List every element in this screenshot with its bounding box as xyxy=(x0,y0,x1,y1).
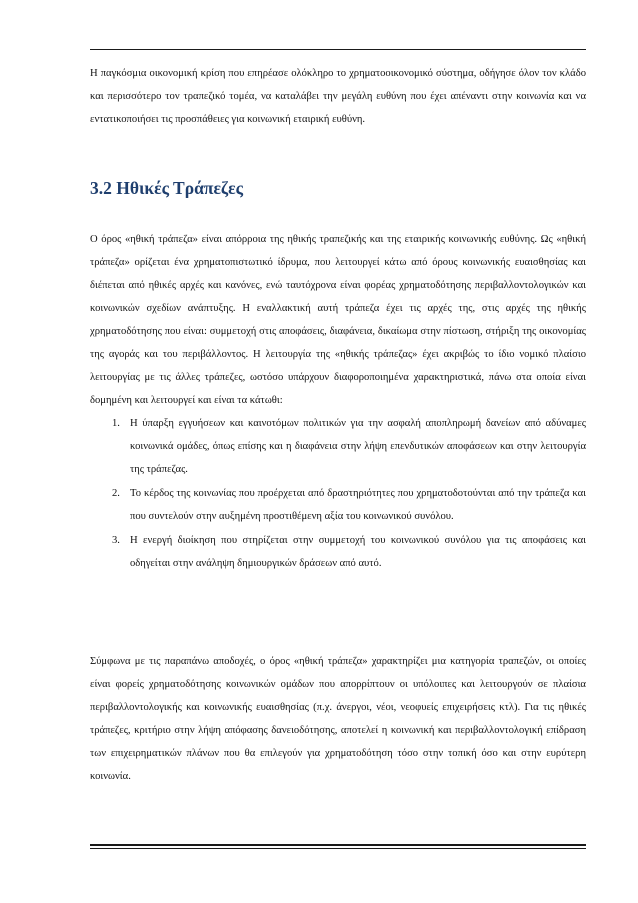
list-item xyxy=(90,412,586,481)
list-item-number: 1. xyxy=(112,418,120,429)
numbered-list xyxy=(90,412,586,575)
closing-section xyxy=(90,650,586,788)
section-heading: 3.2 Ηθικές Τράπεζες xyxy=(90,178,244,198)
list-item xyxy=(90,482,586,528)
footer-rule-thin xyxy=(90,848,586,849)
intro-paragraph: Η παγκόσμια οικονομική κρίση που επηρέασε ολόκληρο το χρηματοοικονομικό σύστημα, οδήγησε όλον τον κλάδο και περισσότερο τον τραπεζικό τομέα, να καταλάβει την μεγάλη ευθύνη που έχει απέναντι στην κοινωνία και να εντατικοποιήσει τις προσπάθειες για κοινωνική εταιρική ευθύνη. xyxy=(90,68,586,125)
list-item-text: Το κέρδος της κοινωνίας που προέρχεται από δραστηριότητες που χρηματοδοτούνται από την τράπεζα και που συντελούν στην αυξημένη προστιθέμενη αξία του κοινωνικού συνόλου. xyxy=(130,488,586,522)
closing-paragraph: Σύμφωνα με τις παραπάνω αποδοχές, ο όρος «ηθική τράπεζα» χαρακτηρίζει μια κατηγορία τραπεζών, οι οποίες είναι φορείς χρηματοδότησης κοινωνικών ομάδων που απορρίπτουν οι υπόλοιπες και λειτουργούν σε πλαίσια περιβαλλοντολογικής και κοινωνικής ευαισθησίας (π.χ. άνεργοι, νέοι, νεοφυείς επιχειρήσεις κτλ). Για τις ηθικές τράπεζες, κριτήριο στην λήψη απόφασης δανειοδότησης, αποτελεί η κοινωνική και περιβαλλοντολογική επίδραση των επιχειρηματικών πλάνων που θα επιλεγούν για χρηματοδότηση τόσο στην τοπική όσο και στην ευρύτερη κοινωνία. xyxy=(90,656,586,782)
list-item-text: Η ύπαρξη εγγυήσεων και καινοτόμων πολιτικών για την ασφαλή αποπληρωμή δανείων από αδύναμες κοινωνικά ομάδες, όπως επίσης και η διαφάνεια στην λήψη επενδυτικών αποφάσεων και στην λειτουργία της τράπεζας. xyxy=(130,418,586,475)
section-heading-container xyxy=(90,178,586,199)
section-body xyxy=(90,228,586,576)
list-item-text: Η ενεργή διοίκηση που στηρίζεται στην συμμετοχή του κοινωνικού συνόλου για τις αποφάσεις και οδηγείται στην ανάληψη δημιουργικών δράσεων από αυτό. xyxy=(130,535,586,569)
section-paragraph: Ο όρος «ηθική τράπεζα» είναι απόρροια της ηθικής τραπεζικής και της εταιρικής κοινωνικής ευθύνης. Ως «ηθική τράπεζα» ορίζεται ένα χρηματοπιστωτικό ίδρυμα, που λειτουργεί κάτω από όρους κοινωνικής ευαισθησίας και διέπεται από ηθικές αρχές και κανόνες, ενώ ταυτόχρονα είναι φορέας χρηματοδότησης περιβαλλοντολογικών και κοινωνικών σχεδίων ανάπτυξης. Η εναλλακτική αυτή τράπεζα έχει τις αρχές της, στις αρχές της ηθικής χρηματοδότησης που είναι: συμμετοχή στις αποφάσεις, διαφάνεια, δικαίωμα στην πίστωση, στήριξη της οικονομίας της αγοράς και του περιβάλλοντος. Η λειτουργία της «ηθικής τράπεζας» έχει ακριβώς το ίδιο νομικό πλαίσιο λειτουργίας με τις άλλες τράπεζες, ωστόσο υπάρχουν διαφοροποιημένα χαρακτηριστικά, πάνω στα οποία είναι δομημένη και λειτουργεί και είναι τα κάτωθι: xyxy=(90,234,586,406)
list-item-number: 3. xyxy=(112,535,120,546)
intro-section xyxy=(90,62,586,131)
header-rule xyxy=(90,49,586,50)
list-item-number: 2. xyxy=(112,488,120,499)
footer-rule-thick xyxy=(90,844,586,846)
list-item xyxy=(90,529,586,575)
